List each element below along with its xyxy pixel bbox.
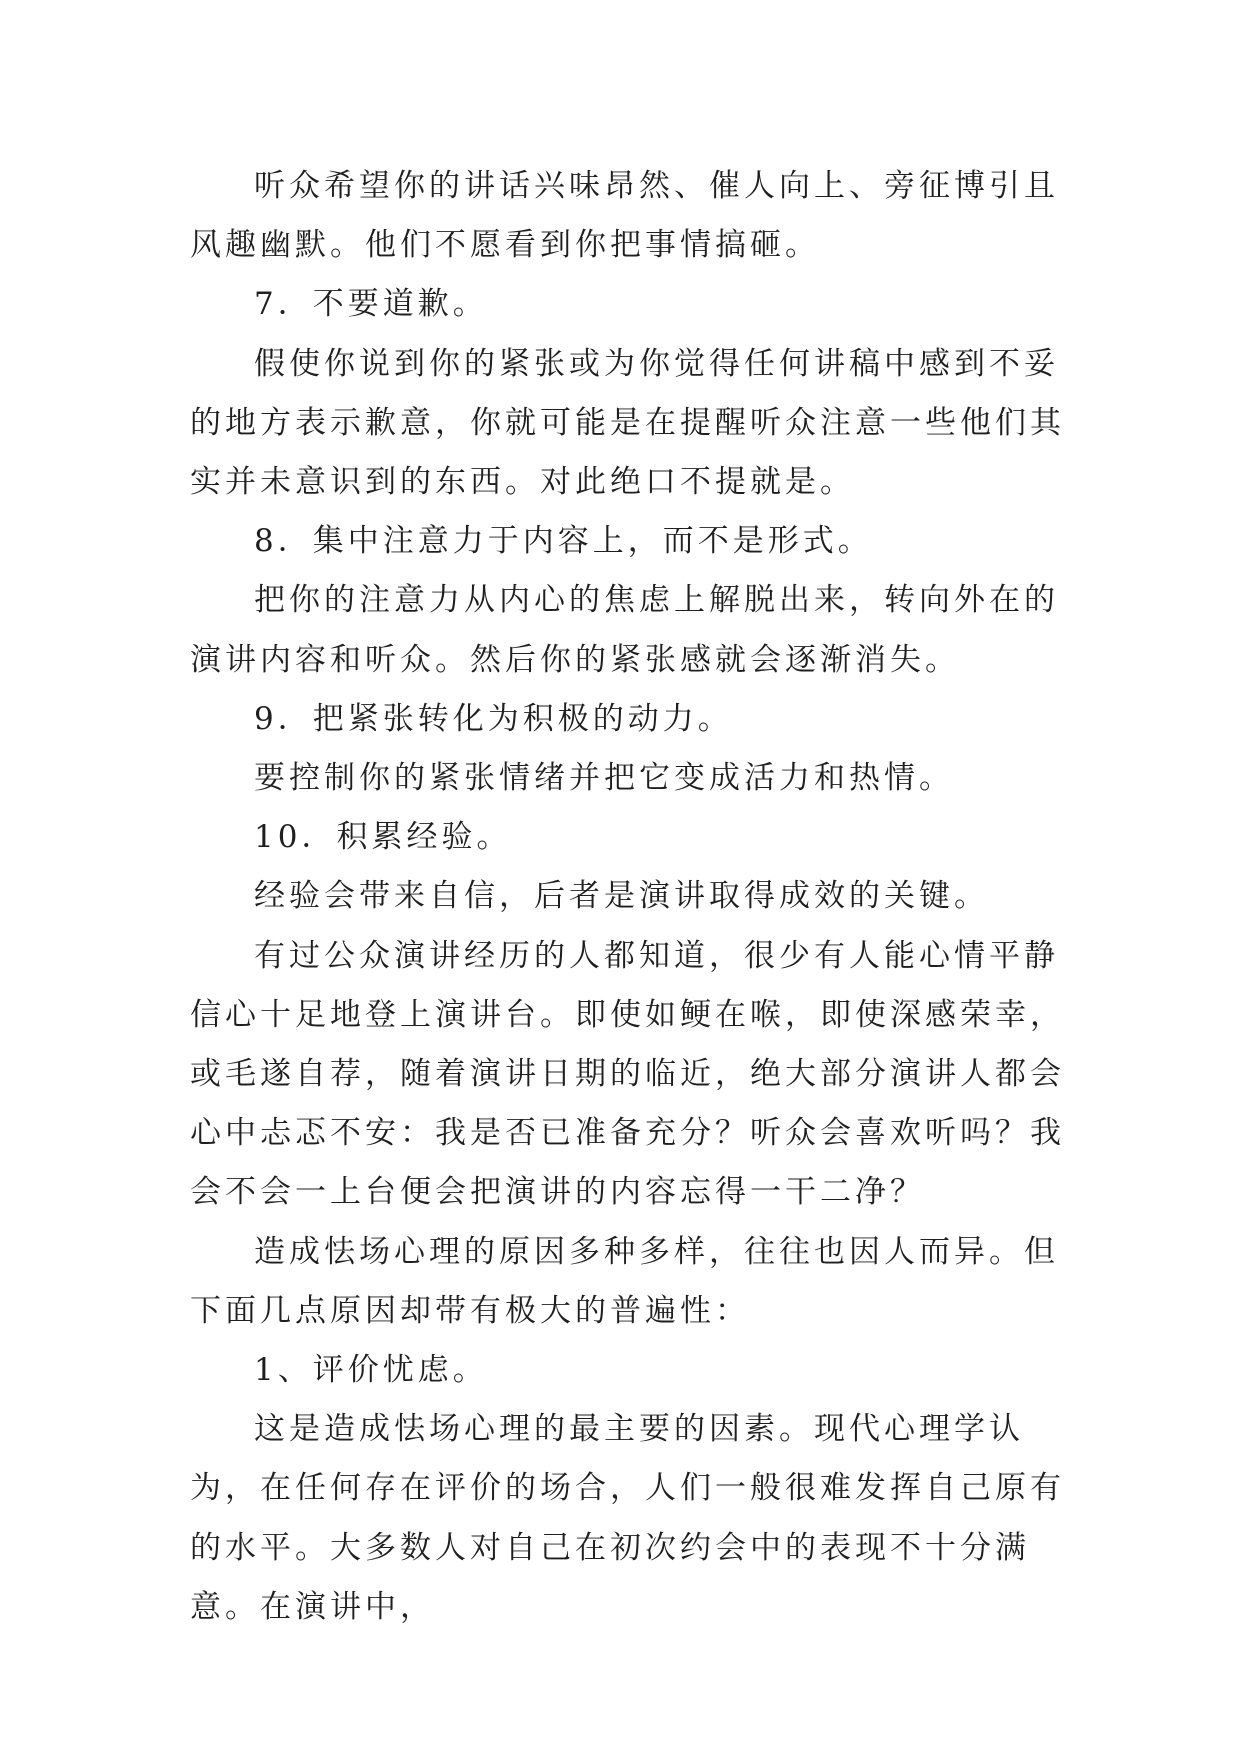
paragraph: 这是造成怯场心理的最主要的因素。现代心理学认为，在任何存在评价的场合，人们一般很难发挥自己原有的水平。大多数人对自己在初次约会中的表现不十分满意。在演讲中， <box>190 1411 1065 1625</box>
paragraph: 9．把紧张转化为积极的动力。 <box>254 700 733 737</box>
paragraph: 听众希望你的讲话兴味昂然、催人向上、旁征博引且风趣幽默。他们不愿看到你把事情搞砸。 <box>190 168 1059 264</box>
paragraph: 假使你说到你的紧张或为你觉得任何讲稿中感到不妥的地方表示歉意，你就可能是在提醒听众注意一些他们其实并未意识到的东西。对此绝口不提就是。 <box>190 345 1065 501</box>
paragraph: 10．积累经验。 <box>254 819 512 856</box>
document-body <box>190 157 1070 1637</box>
paragraph: 把你的注意力从内心的焦虑上解脱出来，转向外在的演讲内容和听众。然后你的紧张感就会逐渐消失。 <box>190 582 1059 678</box>
paragraph: 经验会带来自信，后者是演讲取得成效的关键。 <box>254 878 989 915</box>
paragraph: 要控制你的紧张情绪并把它变成活力和热情。 <box>254 760 954 797</box>
paragraph: 有过公众演讲经历的人都知道，很少有人能心情平静信心十足地登上演讲台。即使如鲠在喉，即使深感荣幸，或毛遂自荐，随着演讲日期的临近，绝大部分演讲人都会心中忐忑不安：我是否已准备充分？听众会喜欢听吗？我会不会一上台便会把演讲的内容忘得一干二净？ <box>190 937 1065 1211</box>
paragraph: 造成怯场心理的原因多种多样，往往也因人而异。但下面几点原因却带有极大的普遍性： <box>190 1233 1059 1329</box>
paragraph: 8．集中注意力于内容上，而不是形式。 <box>254 523 873 560</box>
paragraph: 1、评价忧虑。 <box>254 1352 488 1389</box>
paragraph: 7．不要道歉。 <box>254 286 488 323</box>
